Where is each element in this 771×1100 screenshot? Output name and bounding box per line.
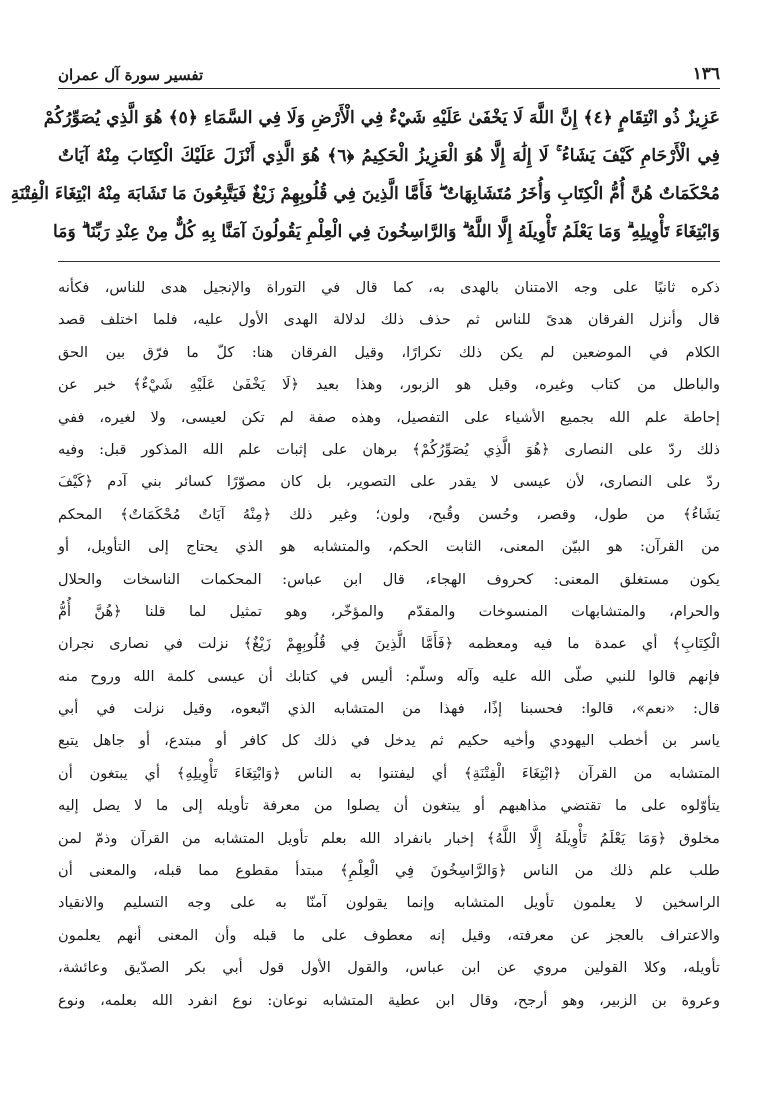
page-header xyxy=(58,50,720,84)
commentary-line: والباطل من كتاب وغيره، وقيل هو الزبور، وهذا بعيد ﴿لَا يَخْفَىٰ عَلَيْهِ شَيْءٌ﴾ خبر عن xyxy=(58,376,720,394)
commentary-line: إحاطة علم الله بجميع الأشياء على التفصيل، وهذه صفة لم تكن لعيسى، ولا لغيره، ففي xyxy=(58,408,720,426)
running-title: تفسير سورة آل عمران xyxy=(58,66,204,84)
quran-line: فِي الْأَرْحَامِ كَيْفَ يَشَاءُ ۚ لَا إِلَٰهَ إِلَّا هُوَ الْعَزِيزُ الْحَكِيمُ ﴿٦﴾ هُوَ الَّذِي أَنْزَلَ عَلَيْكَ الْكِتَابَ مِنْهُ آيَاتٌ xyxy=(58,146,720,166)
section-divider xyxy=(58,261,720,262)
commentary-line: الكلام في الموضعين لم يكن ذلك تكرارًا، وقيل الفرقان هنا: كلّ ما فرّق بين الحق xyxy=(58,343,720,361)
commentary-line: المتشابه من القرآن ﴿ابْتِغَاءَ الْفِتْنَةِ﴾ أي ليفتنوا به الناس ﴿وَابْتِغَاءَ تَأْوِيلِهِ﴾ أي يبتغون أن xyxy=(58,764,720,782)
commentary-line: وعروة بن الزبير، وهو أرجح، وقال ابن عطية المتشابه نوعان: نوع انفرد الله بعلمه، ونوع xyxy=(58,991,720,1009)
header-divider xyxy=(58,88,720,89)
commentary-line: من القرآن: هو البيّن المعنى، الثابت الحكم، والمتشابه هو الذي يحتاج إلى التأويل، أو xyxy=(58,538,720,556)
commentary-line: ياسر بن أخطب اليهودي وأخيه حكيم ثم يدخل في ذلك كل كافر أو مبتدع، أو جاهل يتبع xyxy=(58,732,720,750)
quran-verses xyxy=(10,99,720,251)
book-page xyxy=(10,50,721,1080)
commentary-line: يكون مستغلق المعنى: كحروف الهجاء، قال ابن عباس: المحكمات الناسخات والحلال xyxy=(58,570,720,588)
commentary-text xyxy=(58,272,720,1017)
commentary-line: ذلك ردّ على النصارى ﴿هُوَ الَّذِي يُصَوِّرُكُمْ﴾ برهان على إثبات علم الله المذكور قبل: وفيه xyxy=(58,440,720,458)
commentary-line: يَشَاءُ﴾ من طول، وقصر، وحُسن وقُبح، ولون؛ وغير ذلك ﴿مِنْهُ آيَاتٌ مُحْكَمَاتٌ﴾ المحكم xyxy=(58,505,720,523)
commentary-line: والحرام، والمتشابهات المنسوخات والمقدّم والمؤخّر، وهو تمثيل لما قلنا ﴿هُنَّ أُمُّ xyxy=(58,602,721,620)
commentary-line: ردّ على النصارى، لأن عيسى لا يقدر على التصوير، بل كان مصوّرًا كسائر بني آدم ﴿كَيْفَ xyxy=(58,473,720,491)
commentary-line: طلب علم ذلك من الناس ﴿وَالرَّاسِخُونَ فِي الْعِلْمِ﴾ مبتدأ مقطوع مما قبله، والمعنى أن xyxy=(58,862,720,880)
commentary-line: ذكره ثانيًا على وجه الامتنان بالهدى به، كما قال في التوراة والإنجيل هدى للناس، فكأنه xyxy=(58,279,720,296)
commentary-line: الراسخين لا يعلمون تأويل المتشابه وإنما يقولون آمنّا به على وجه التسليم والانقياد xyxy=(58,894,720,912)
commentary-line: قال وأنزل الفرقان هدىً للناس ثم حذف ذلك لدلالة الهدى الأول عليه، فلما اختلف قصد xyxy=(58,311,720,329)
commentary-line: والاعتراف بالعجز عن معرفته، وقيل إنه معطوف على ما قبله وأن المعنى أنهم يعلمون xyxy=(58,926,720,944)
commentary-line: يتأوّلوه على ما تقتضي مذاهبهم أو يبتغون أن يصلوا من معرفة تأويله إلى ما لا يصل إليه xyxy=(58,797,720,815)
commentary-line: فإنهم قالوا للنبي صلّى الله عليه وآله وسلّم: أليس في كتابك أن عيسى كلمة الله وروح منه xyxy=(58,667,720,685)
quran-line: وَابْتِغَاءَ تَأْوِيلِهِ ۗ وَمَا يَعْلَمُ تَأْوِيلَهُ إِلَّا اللَّهُ ۗ وَالرَّاسِخُونَ فِي الْعِلْمِ يَقُولُونَ آمَنَّا بِهِ كُلٌّ مِنْ عِنْدِ رَبِّنَا ۗ وَمَا xyxy=(53,222,720,242)
commentary-line: مخلوق ﴿وَمَا يَعْلَمُ تَأْوِيلَهُ إِلَّا اللَّهُ﴾ إخبار بانفراد الله بعلم تأويل المتشابه من القرآن وذمّ لمن xyxy=(58,829,720,847)
commentary-line: قال: «نعم»، قالوا: فحسبنا إذًا، فهذا من المتشابه الذي اتّبعوه، وقيل نزلت في أبي xyxy=(58,700,720,718)
quran-line: عَزِيزٌ ذُو انْتِقَامٍ ﴿٤﴾ إِنَّ اللَّهَ لَا يَخْفَىٰ عَلَيْهِ شَيْءٌ فِي الْأَرْضِ وَلَا فِي السَّمَاءِ ﴿٥﴾ هُوَ الَّذِي يُصَوِّرُكُمْ xyxy=(43,108,720,128)
quran-line: مُحْكَمَاتٌ هُنَّ أُمُّ الْكِتَابِ وَأُخَرُ مُتَشَابِهَاتٌ ۖ فَأَمَّا الَّذِينَ فِي قُلُوبِهِمْ زَيْغٌ فَيَتَّبِعُونَ مَا تَشَابَهَ مِنْهُ ابْتِغَاءَ الْفِتْنَةِ xyxy=(10,184,720,204)
commentary-line: الْكِتَابِ﴾ أي عمدة ما فيه ومعظمه ﴿فَأَمَّا الَّذِينَ فِي قُلُوبِهِمْ زَيْغٌ﴾ نزلت في نصارى نجران xyxy=(58,635,720,653)
commentary-line: تأويله، وكلا القولين مروي عن ابن عباس، والقول الأول قول أبي بكر الصدّيق وعائشة، xyxy=(58,959,720,977)
page-number: ١٣٦ xyxy=(692,64,720,84)
